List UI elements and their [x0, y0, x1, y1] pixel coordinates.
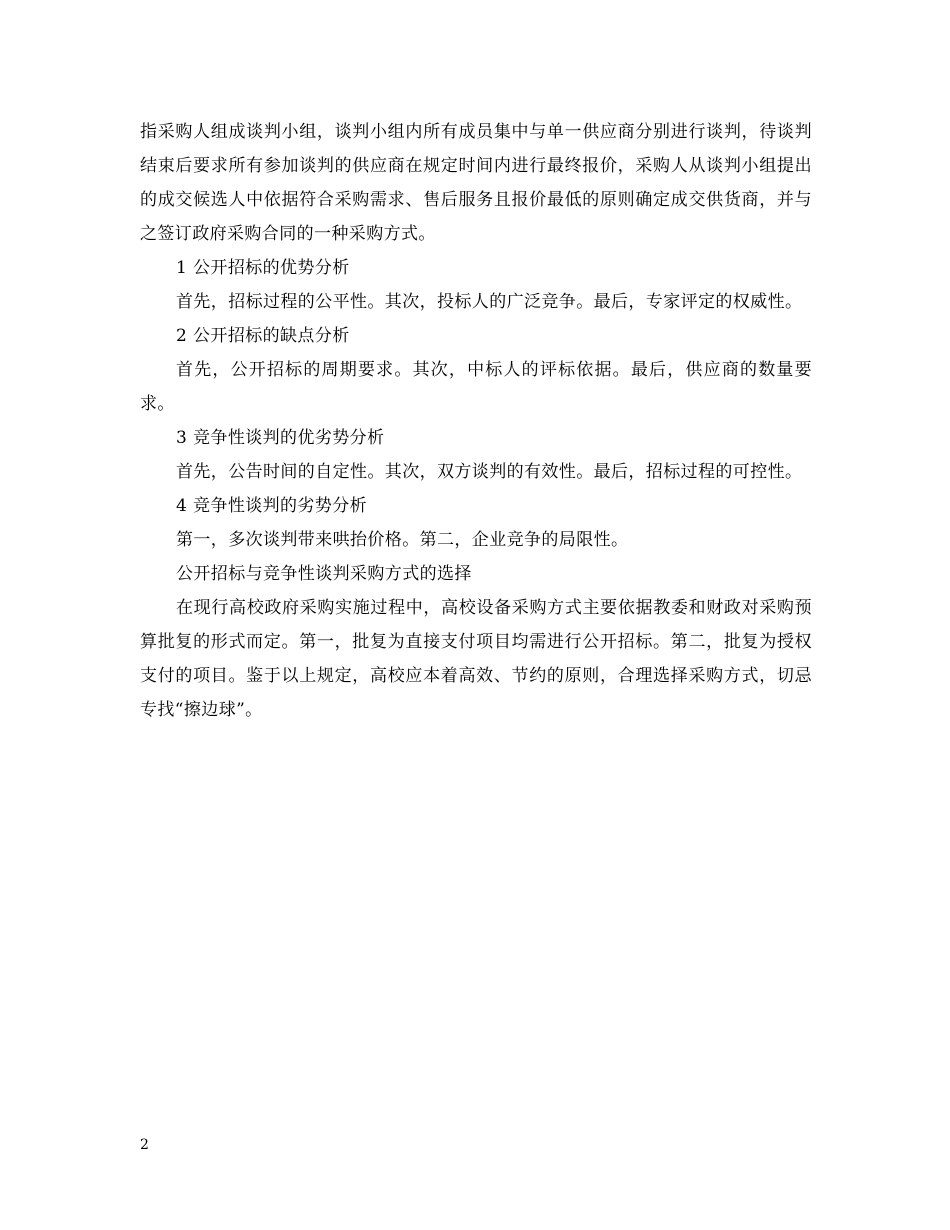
body-paragraph: 首先，公开招标的周期要求。其次，中标人的评标依据。最后，供应商的数量要求。 — [140, 360, 812, 414]
body-paragraph: 指采购人组成谈判小组，谈判小组内所有成员集中与单一供应商分别进行谈判，待谈判结束后要求所有参加谈判的供应商在规定时间内进行最终报价，采购人从谈判小组提出的成交候选人中依据符合采购需求、售后服务且报价最低的原则确定成交供货商，并与之签订政府采购合同的一种采购方式。 — [140, 122, 812, 244]
section-heading: 公开招标与竞争性谈判采购方式的选择 — [176, 564, 472, 584]
page-number: 2 — [140, 1137, 149, 1153]
section-heading: 4 竞争性谈判的劣势分析 — [176, 496, 368, 516]
document-body — [140, 115, 812, 727]
body-paragraph: 第一，多次谈判带来哄抬价格。第二，企业竞争的局限性。 — [176, 530, 629, 550]
section-heading: 3 竞争性谈判的优劣势分析 — [176, 428, 385, 448]
body-paragraph: 首先，招标过程的公平性。其次，投标人的广泛竞争。最后，专家评定的权威性。 — [176, 292, 803, 312]
body-paragraph: 首先，公告时间的自定性。其次，双方谈判的有效性。最后，招标过程的可控性。 — [176, 462, 803, 482]
section-heading: 1 公开招标的优势分析 — [176, 258, 350, 278]
section-heading: 2 公开招标的缺点分析 — [176, 326, 350, 346]
body-paragraph: 在现行高校政府采购实施过程中，高校设备采购方式主要依据教委和财政对采购预算批复的形式而定。第一，批复为直接支付项目均需进行公开招标。第二，批复为授权支付的项目。鉴于以上规定，高校应本着高效、节约的原则，合理选择采购方式，切忌专找“擦边球”。 — [140, 598, 812, 720]
